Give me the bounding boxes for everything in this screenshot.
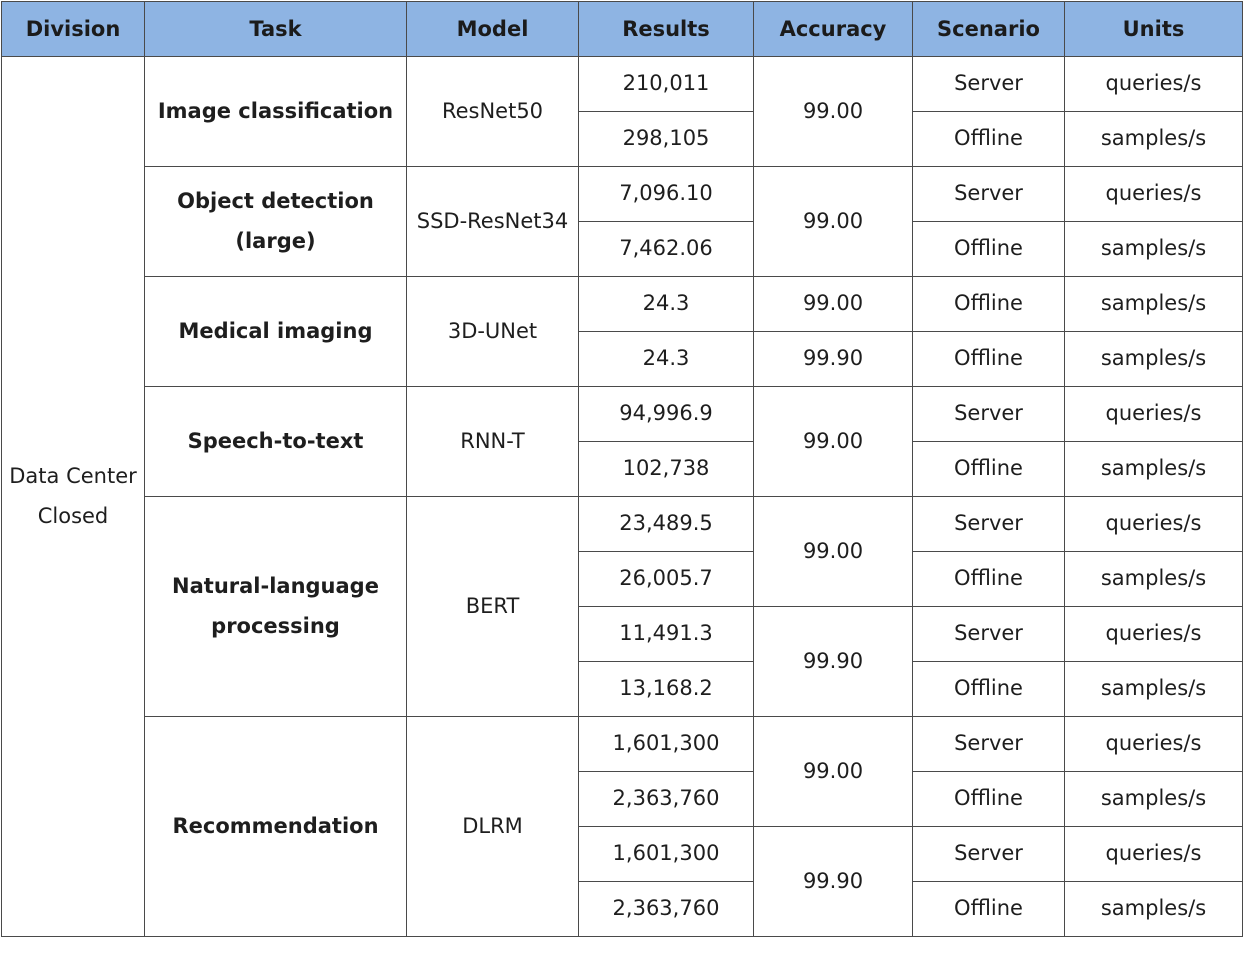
table-row (2, 167, 1243, 222)
result-cell: 210,011 (579, 57, 754, 112)
table-row (2, 277, 1243, 332)
scenario-cell: Server (913, 387, 1065, 442)
result-cell: 1,601,300 (579, 827, 754, 882)
units-cell: queries/s (1065, 717, 1243, 772)
task-cell: Image classification (145, 57, 407, 167)
model-cell: RNN-T (407, 387, 579, 497)
task-cell: Speech-to-text (145, 387, 407, 497)
result-cell: 1,601,300 (579, 717, 754, 772)
result-cell: 24.3 (579, 277, 754, 332)
scenario-cell: Offline (913, 277, 1065, 332)
table-row (2, 717, 1243, 772)
model-cell: BERT (407, 497, 579, 717)
accuracy-cell: 99.00 (754, 167, 913, 277)
division-cell: Data Center Closed (2, 57, 145, 937)
scenario-cell: Server (913, 167, 1065, 222)
table-header (2, 2, 1243, 57)
units-cell: samples/s (1065, 882, 1243, 937)
scenario-cell: Server (913, 717, 1065, 772)
result-cell: 7,096.10 (579, 167, 754, 222)
model-cell: 3D-UNet (407, 277, 579, 387)
accuracy-cell: 99.90 (754, 607, 913, 717)
result-cell: 23,489.5 (579, 497, 754, 552)
units-cell: samples/s (1065, 222, 1243, 277)
accuracy-cell: 99.90 (754, 827, 913, 937)
accuracy-cell: 99.00 (754, 57, 913, 167)
result-cell: 102,738 (579, 442, 754, 497)
result-cell: 2,363,760 (579, 772, 754, 827)
result-cell: 7,462.06 (579, 222, 754, 277)
task-cell: Medical imaging (145, 277, 407, 387)
result-cell: 94,996.9 (579, 387, 754, 442)
table-row (2, 387, 1243, 442)
units-cell: samples/s (1065, 277, 1243, 332)
accuracy-cell: 99.00 (754, 497, 913, 607)
scenario-cell: Offline (913, 442, 1065, 497)
header-results: Results (579, 2, 754, 57)
header-scenario: Scenario (913, 2, 1065, 57)
task-cell: Natural-language processing (145, 497, 407, 717)
accuracy-cell: 99.00 (754, 387, 913, 497)
units-cell: samples/s (1065, 662, 1243, 717)
model-cell: ResNet50 (407, 57, 579, 167)
scenario-cell: Offline (913, 332, 1065, 387)
result-cell: 2,363,760 (579, 882, 754, 937)
units-cell: samples/s (1065, 442, 1243, 497)
model-cell: SSD-ResNet34 (407, 167, 579, 277)
scenario-cell: Server (913, 607, 1065, 662)
scenario-cell: Offline (913, 772, 1065, 827)
units-cell: queries/s (1065, 827, 1243, 882)
units-cell: queries/s (1065, 57, 1243, 112)
scenario-cell: Server (913, 827, 1065, 882)
result-cell: 11,491.3 (579, 607, 754, 662)
task-cell: Object detection (large) (145, 167, 407, 277)
units-cell: samples/s (1065, 772, 1243, 827)
task-cell: Recommendation (145, 717, 407, 937)
table-row (2, 497, 1243, 552)
scenario-cell: Offline (913, 552, 1065, 607)
units-cell: samples/s (1065, 552, 1243, 607)
header-units: Units (1065, 2, 1243, 57)
result-cell: 24.3 (579, 332, 754, 387)
header-row (2, 2, 1243, 57)
scenario-cell: Offline (913, 662, 1065, 717)
model-cell: DLRM (407, 717, 579, 937)
result-cell: 298,105 (579, 112, 754, 167)
results-table (1, 1, 1243, 937)
table-body (2, 57, 1243, 937)
units-cell: queries/s (1065, 607, 1243, 662)
header-task: Task (145, 2, 407, 57)
scenario-cell: Offline (913, 112, 1065, 167)
header-model: Model (407, 2, 579, 57)
units-cell: samples/s (1065, 112, 1243, 167)
table-row (2, 57, 1243, 112)
units-cell: queries/s (1065, 497, 1243, 552)
scenario-cell: Server (913, 57, 1065, 112)
accuracy-cell: 99.90 (754, 332, 913, 387)
scenario-cell: Offline (913, 222, 1065, 277)
header-accuracy: Accuracy (754, 2, 913, 57)
units-cell: queries/s (1065, 387, 1243, 442)
units-cell: samples/s (1065, 332, 1243, 387)
result-cell: 13,168.2 (579, 662, 754, 717)
header-division: Division (2, 2, 145, 57)
result-cell: 26,005.7 (579, 552, 754, 607)
scenario-cell: Server (913, 497, 1065, 552)
units-cell: queries/s (1065, 167, 1243, 222)
accuracy-cell: 99.00 (754, 277, 913, 332)
accuracy-cell: 99.00 (754, 717, 913, 827)
scenario-cell: Offline (913, 882, 1065, 937)
